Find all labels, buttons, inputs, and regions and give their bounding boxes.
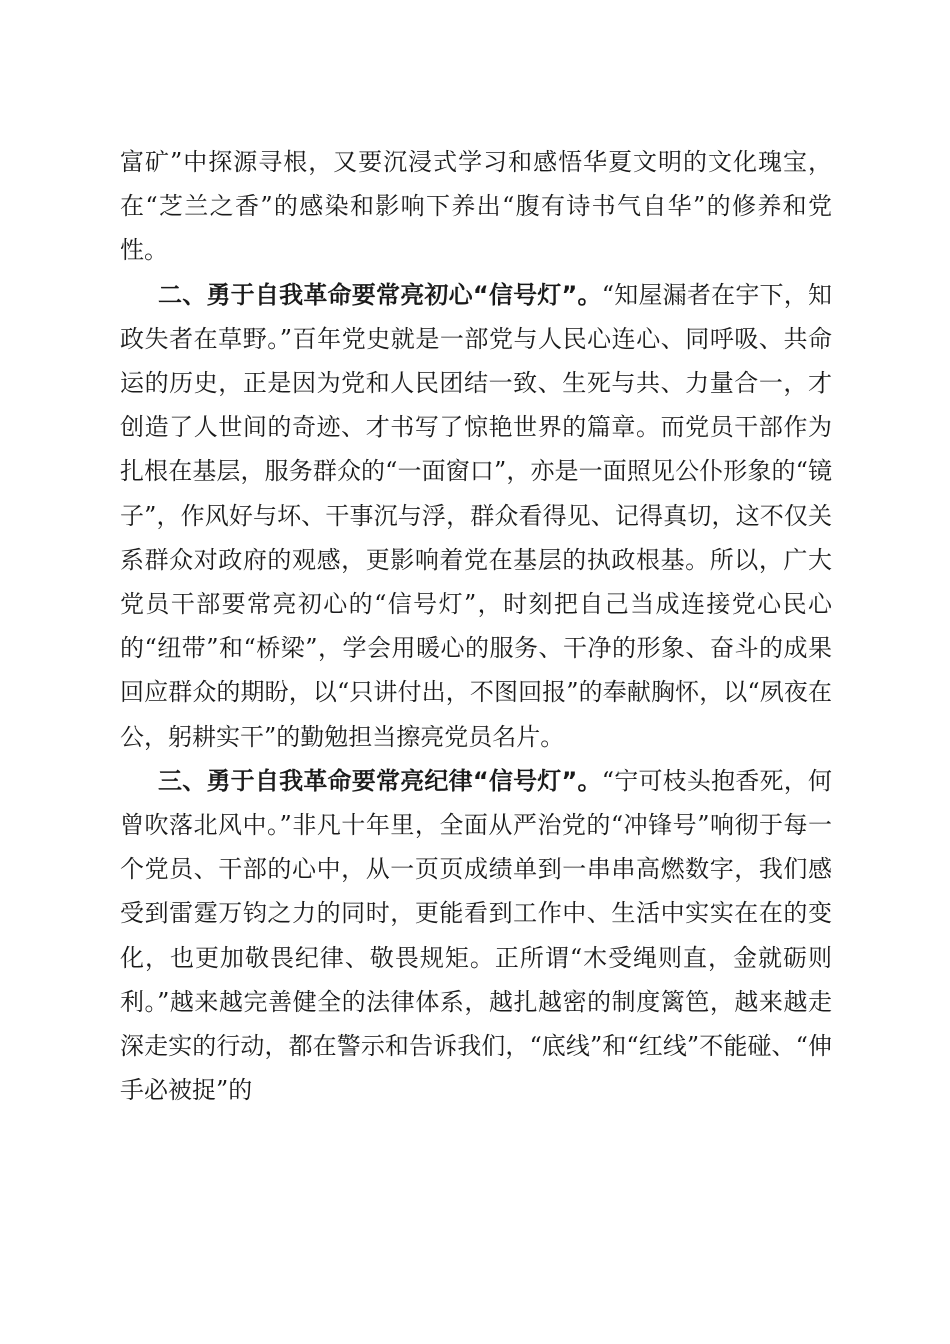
paragraph-3-heading: 三、勇于自我革命要常亮纪律“信号灯”。 [158,766,602,795]
paragraph-2 [120,273,832,759]
paragraph-2-text: “知屋漏者在宇下，知政失者在草野。”百年党史就是一部党与人民心连心、同呼吸、共命运的历史，正是因为党和人民团结一致、生死与共、力量合一，才创造了人世间的奇迹、才书写了惊艳世界的篇章。而党员干部作为扎根在基层，服务群众的“一面窗口”，亦是一面照见公仆形象的“镜子”，作风好与坏、干事沉与浮，群众看得见、记得真切，这不仅关系群众对政府的观感，更影响着党在基层的执政根基。所以，广大党员干部要常亮初心的“信号灯”，时刻把自己当成连接党心民心的“纽带”和“桥梁”，学会用暖心的服务、干净的形象、奋斗的成果回应群众的期盼，以“只讲付出，不图回报”的奉献胸怀，以“夙夜在公，躬耕实干”的勤勉担当擦亮党员名片。 [120,280,832,751]
paragraph-1-text: 富矿”中探源寻根，又要沉浸式学习和感悟华夏文明的文化瑰宝，在“芝兰之香”的感染和影响下养出“腹有诗书气自华”的修养和党性。 [120,148,832,265]
paragraph-3 [120,759,832,1113]
paragraph-3-text: “宁可枝头抱香死，何曾吹落北风中。”非凡十年里，全面从严治党的“冲锋号”响彻于每一个党员、干部的心中，从一页页成绩单到一串串高燃数字，我们感受到雷霆万钧之力的同时，更能看到工作中、生活中实实在在的变化，也更加敬畏纪律、敬畏规矩。正所谓“木受绳则直，金就砺则利。”越来越完善健全的法律体系，越扎越密的制度篱笆，越来越走深走实的行动，都在警示和告诉我们，“底线”和“红线”不能碰、“伸手必被捉”的 [120,766,832,1105]
document-body [120,140,832,1112]
paragraph-2-heading: 二、勇于自我革命要常亮初心“信号灯”。 [158,280,602,309]
paragraph-1 [120,140,832,273]
